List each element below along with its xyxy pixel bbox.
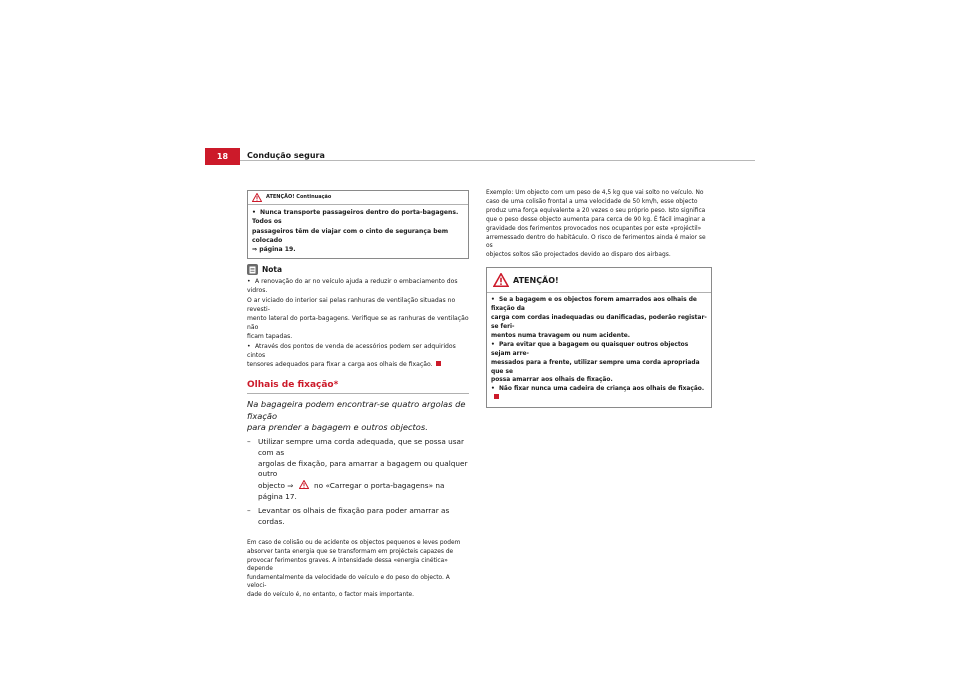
warning-continued-heading: ATENÇÃO! Continuação (266, 194, 332, 200)
warning-item (491, 296, 707, 341)
example-line: arremessado dentro do habitáculo. O risco de ferimentos ainda é maior se os (486, 234, 706, 250)
note-line: mento lateral do porta-bagagens. Verifique se as ranhuras de ventilação não (247, 315, 469, 332)
body-line: fundamentalmente da velocidade do veículo e do peso do objecto. A veloci- (247, 574, 450, 590)
warning-item (491, 341, 707, 386)
page-reference-link[interactable]: ⇒ página 19. (252, 246, 296, 254)
end-of-section-marker (436, 361, 441, 366)
section-steps (247, 437, 469, 527)
example-paragraph (486, 189, 712, 260)
step-dash: – (247, 436, 251, 446)
step-item (247, 506, 469, 528)
body-line: provocar ferimentos graves. A intensidade dessa «energia cinética» depende (247, 557, 448, 573)
warning-line: mentos numa travagem ou num acidente. (491, 332, 631, 339)
warning-continued-line: passageiros têm de viajar com o cinto de segurança bem colocado (252, 227, 449, 244)
right-column (486, 189, 712, 408)
note-body (247, 277, 469, 369)
warning-item (491, 385, 707, 403)
page-number: 18 (205, 148, 240, 165)
warning-line: Para evitar que a bagagem ou quaisquer outros objectos sejam arre- (491, 341, 689, 357)
bullet: • (491, 297, 495, 304)
warning-triangle-icon (299, 480, 309, 489)
section-rule (247, 393, 469, 394)
warning-continued-box (247, 190, 469, 259)
example-line: gravidade dos ferimentos provocados nos ocupantes por este «projéctil» (486, 225, 702, 232)
note-line: Através dos pontos de venda de acessórios podem ser adquiridos cintos (247, 342, 456, 359)
example-line: que o peso desse objecto aumenta para cerca de 90 kg. É fácil imaginar a (486, 216, 706, 223)
note-item (247, 342, 469, 370)
note-item (247, 277, 469, 341)
note-line: O ar viciado do interior sai pelas ranhuras de ventilação situadas no revesti- (247, 296, 456, 313)
note-header (247, 264, 469, 275)
warning-line: Não fixar nunca uma cadeira de criança aos olhais de fixação. (499, 386, 705, 393)
warning-continued-body (248, 205, 468, 258)
note-heading: Nota (262, 265, 283, 275)
section-lead (247, 399, 469, 434)
warning-continued-header (248, 191, 468, 205)
step-line: Utilizar sempre uma corda adequada, que se possa usar com as (258, 436, 465, 457)
step-item (247, 437, 469, 503)
section-lead-line: Na bagageira podem encontrar-se quatro argolas de fixação (247, 399, 466, 421)
bullet: • (491, 341, 495, 348)
header-rule (240, 160, 755, 161)
note-icon (247, 264, 258, 275)
bullet: • (491, 386, 495, 393)
warning-heading: ATENÇÃO! (513, 275, 559, 285)
note-line: A renovação do ar no veículo ajuda a reduzir o embaciamento dos vidros. (247, 278, 458, 295)
section-title: Olhais de fixação* (247, 380, 339, 391)
warning-line: Se a bagagem e os objectos forem amarrados aos olhais de fixação da (491, 297, 697, 313)
body-line: Em caso de colisão ou de acidente os objectos pequenos e leves podem (247, 540, 461, 547)
left-column (247, 190, 469, 599)
example-line: objectos soltos são projectados devido ao disparo dos airbags. (486, 252, 671, 259)
step-line: argolas de fixação, para amarrar a bagagem ou qualquer outro (258, 458, 468, 479)
warning-box (486, 267, 712, 408)
step-line: objecto ⇒ (258, 481, 294, 491)
cross-reference-link[interactable]: no «Carregar o porta-bagagens» na página 17. (258, 481, 445, 501)
body-line: absorver tanta energia que se transformam em projécteis capazes de (247, 548, 454, 555)
note-line: tensores adequados para fixar a carga aos olhais de fixação. (247, 361, 433, 369)
bullet: • (247, 278, 251, 286)
warning-line: possa amarrar aos olhais de fixação. (491, 377, 613, 384)
warning-line: carga com cordas inadequadas ou danificadas, poderão registar-se feri- (491, 315, 707, 330)
warning-header (487, 268, 711, 293)
warning-body (487, 293, 711, 407)
step-dash: – (247, 505, 251, 515)
bullet: • (252, 209, 256, 217)
body-line: dade do veículo é, no entanto, o factor mais importante. (247, 591, 415, 598)
section-lead-line: para prender a bagagem e outros objectos. (247, 422, 428, 433)
end-of-section-marker (494, 394, 499, 399)
body-paragraph (247, 539, 469, 599)
warning-continued-line: Nunca transporte passageiros dentro do porta-bagagens. Todos os (252, 209, 459, 226)
warning-triangle-icon (252, 193, 262, 202)
step-line: Levantar os olhais de fixação para poder amarrar as cordas. (258, 505, 450, 526)
example-line: produz uma força equivalente a 20 vezes o seu próprio peso. Isto significa (486, 207, 706, 214)
note-line: ficam tapadas. (247, 333, 293, 341)
example-line: Exemplo: Um objecto com um peso de 4,5 kg que vai solto no veículo. No (486, 190, 704, 196)
warning-line: messados para a frente, utilizar sempre uma corda apropriada que se (491, 359, 700, 375)
example-line: caso de uma colisão frontal a uma velocidade de 50 km/h, esse objecto (486, 198, 698, 205)
warning-triangle-icon (493, 273, 509, 287)
running-header: Condução segura (247, 151, 325, 160)
bullet: • (247, 342, 251, 350)
